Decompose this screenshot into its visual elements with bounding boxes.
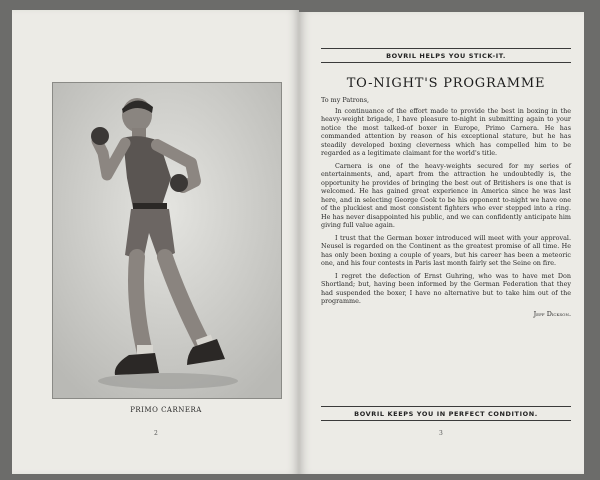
- bottom-rule: [321, 406, 571, 407]
- letter-paragraph: In continuance of the effort made to provide the best in boxing in the heavy-weight brigade, I have pleasure to-night in submitting again to your notice the most talked-of boxer in Europe, Primo Carnera. He has commanded attention by reason of his exceptional stature, but he has steadily developed boxing cleverness which has compelled him to be regarded as a legitimate claimant for the world's title.: [321, 106, 571, 157]
- letter-greeting: To my Patrons,: [321, 96, 370, 104]
- top-banner: BOVRIL HELPS YOU STICK-IT.: [386, 52, 506, 60]
- photo-caption: PRIMO CARNERA: [130, 406, 202, 414]
- letter-signature: Jeff Dickson.: [533, 309, 571, 318]
- top-rule: [321, 48, 571, 49]
- page-number-left: 2: [154, 430, 158, 437]
- letter-paragraph: I regret the defection of Ernst Guhring, who was to have met Don Shortland; but, having been informed by the German Federation that they had suspended the boxer, I have no alternative but to take him out of the programme.: [321, 271, 571, 305]
- letter-paragraph: I trust that the German boxer introduced will meet with your approval. Neusel is regarded on the Continent as the greatest promise of all time. He has only been boxing a couple of years, but his career has been a meteoric one, and his four contests in Paris last month fairly set the Seine on fire.: [321, 233, 571, 267]
- letter-paragraph: Carnera is one of the heavy-weights secured for my series of entertainments, and, apart from the attraction he undoubtedly is, the opportunity he provides of bringing the best out of Britishers is one that is welcomed. He has gained great experience in America since he was last here, and in selecting George Cook to be his opponent to-night we have one of the pluckiest and most consistent fighters who ever stepped into a ring. He has never disappointed his public, and we can confidently anticipate him giving full value again.: [321, 161, 571, 229]
- boxer-figure-illustration: [53, 83, 281, 398]
- programme-title: TO-NIGHT'S PROGRAMME: [346, 76, 546, 91]
- left-page: [12, 10, 299, 474]
- letter-body: [321, 96, 571, 322]
- page-number-right: 3: [439, 430, 443, 437]
- bottom-rule-lower: [321, 420, 571, 421]
- top-rule-lower: [321, 62, 571, 63]
- bottom-banner: BOVRIL KEEPS YOU IN PERFECT CONDITION.: [354, 410, 538, 418]
- right-page: [299, 12, 584, 474]
- boxer-photo: [52, 82, 282, 399]
